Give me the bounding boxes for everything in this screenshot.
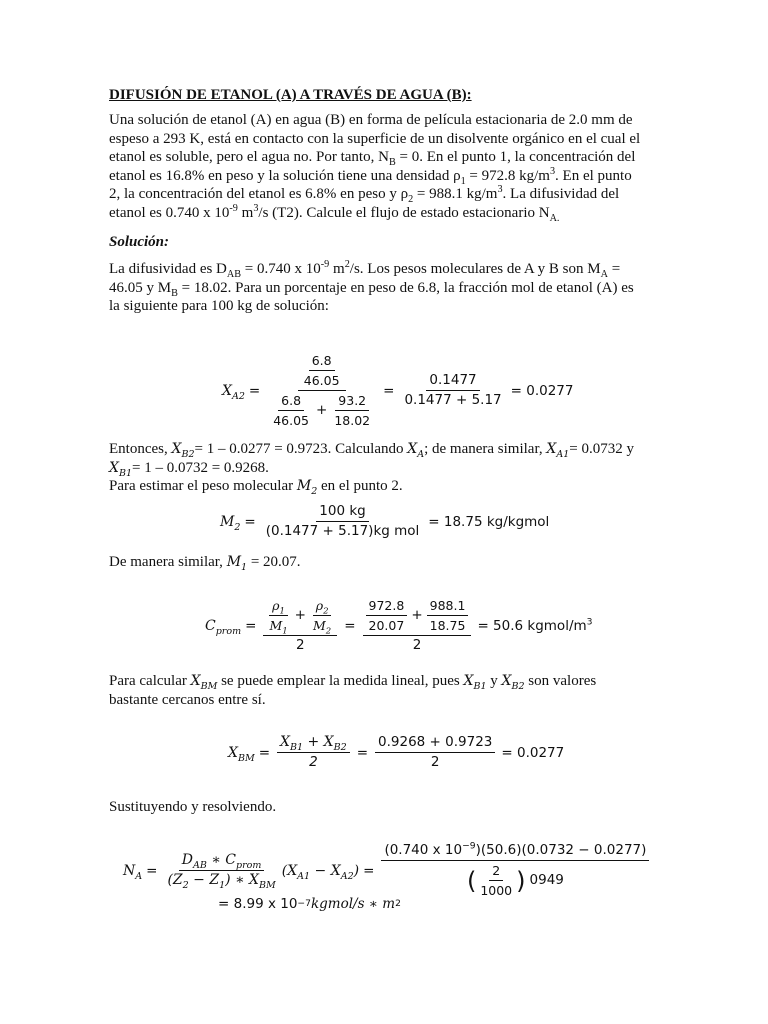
m2-result: = 18.75 kg/kgmol — [428, 513, 550, 530]
p3-line-3: Para estimar el peso molecular $M_2$ en el punto 2. — [109, 478, 403, 497]
m1-line: De manera similar, $M_1 = 20.07$. — [109, 554, 301, 573]
xbm-result: = 0.0277 — [501, 744, 565, 761]
xa2-fraction: $\frac{6.8}{46.05}$ $\frac{6.8}{46.05}$ + $\frac{93.2}{18.02}$ — [273, 353, 371, 428]
cprom-numeric-fraction: $\frac{972.8}{20.07}$ + $\frac{988.1}{18.75}$ 2 — [363, 597, 472, 654]
xbm-numeric-fraction: $\frac{0.9268 + 0.9723}{2}$ — [375, 734, 495, 771]
xbm-paragraph — [109, 672, 661, 709]
mole-fraction-paragraph — [109, 440, 661, 496]
xa2-symbol: $X_{A2}$ — [222, 382, 245, 402]
m2-fraction: $\frac{100 kg}{\text{(0.1477 + 5.17)kg mol}}$ — [265, 503, 420, 539]
xbm-symbolic-fraction: $\frac{X_{B1} + X_{B2}}{2}$ — [277, 734, 350, 771]
cprom-symbolic-fraction: $\frac{\rho_1}{M_1}$ + $\frac{\rho_2}{M_2}$ 2 — [263, 597, 337, 654]
p5-line-1: Para calcular $X_{BM}$ se puede emplear la medida lineal, pues $X_{B1}$ y $X_{B2}$ son valores — [109, 673, 597, 692]
p2-line-1: La difusividad es $D_{AB} = 0.740$ x $10^{-9}$ $m^2/s$. Los pesos moleculares de A y B son $M_A$ = — [109, 259, 621, 280]
intro-line-4: etanol es 16.8% en peso y la solución tiene una densidad $\rho_1 = 972.8$ $kg/m^3$. En el punto — [109, 165, 632, 187]
na-numeric-fraction: (0.740 x $10^{-9})(50.6)(0.0732 - 0.0277)$ ( $\frac{2}{1000}$ ) 0949 — [381, 842, 649, 899]
xa2-result: = 0.0277 — [510, 382, 574, 399]
intro-line-1: Una solución de etanol (A) en agua (B) en forma de película estacionaria de 2.0 mm de — [109, 112, 633, 128]
intro-line-5: 2, la concentración del etanol es 6.8% en peso y $\rho_2 = 988.1$ $kg/m^3$. La difusividad del — [109, 184, 620, 205]
p2-line-3: la siguiente para 100 kg de solución: — [109, 298, 329, 314]
document-title: DIFUSIÓN DE ETANOL (A) A TRAVÉS DE AGUA (B): — [109, 87, 472, 103]
diffusivity-paragraph — [109, 260, 661, 316]
equation-na: $N_A$ = $\frac{D_{AB} ∗ C_{prom}}{(Z_2 - Z_1) ∗ X_{BM}}$ $(X_{A1} - X_{A2})$ = (0.740 x $10^{-9})(50.6)(0.0732 - 0.0277)$ ( $\frac{2}{1000}$ ) 0949 — [123, 842, 652, 899]
p5-line-2: bastante cercanos entre sí. — [109, 691, 266, 708]
intro-line-6: etanol es 0.740 x $10^{-9}$ $m^3/s$ (T2). Calcule el flujo de estado estacionario $N_{A.}$ — [109, 202, 560, 224]
intro-line-2: espeso a 293 K, está en contacto con la superficie de un disolvente orgánico en el cual el — [109, 130, 641, 147]
na-symbolic-fraction: $\frac{D_{AB} ∗ C_{prom}}{(Z_2 - Z_1) ∗ X_{BM}}$ — [167, 852, 276, 891]
p3-line-2: $X_{B1}= 1 - 0.0732 = 0.9268$. — [109, 459, 269, 479]
substitution-line: Sustituyendo y resolviendo. — [109, 799, 277, 815]
cprom-result: = 50.6 kgmol/$m^3$ — [477, 616, 593, 634]
intro-line-3: etanol es soluble, pero el agua no. Por tanto, $N_B = 0$. En el punto 1, la concentración del — [109, 149, 636, 168]
p3-line-1: Entonces, $X_{B2}= 1 - 0.0277 = 0.9723$. Calculando $X_A$; de manera similar, $X_{A1}= 0.0732$ y — [109, 441, 634, 460]
equation-m2: $M_2$ = $\frac{100 kg}{\text{(0.1477 + 5.17)kg mol}}$ = 18.75 kg/kgmol — [220, 503, 550, 539]
equation-xa2: $X_{A2}$ = $\frac{6.8}{46.05}$ $\frac{6.8}{46.05}$ + $\frac{93.2}{18.02}$ = $\frac{0.1477}{0.1477 + 5.17}$ = 0.0277 — [222, 353, 574, 428]
p2-line-2: 46.05 y $M_B = 18.02$. Para un porcentaje en peso de 6.8, la fracción mol de etanol (A) es — [109, 279, 634, 299]
equation-cprom: $C_{prom}$ = $\frac{\rho_1}{M_1}$ + $\frac{\rho_2}{M_2}$ 2 = $\frac{972.8}{20.07}$ + $\frac{988.1}{18.75}$ 2 = 50.6 kgmol/$m^3$ — [205, 598, 593, 653]
na-result: = 8.99 x 10 −7 kgmol/s ∗ m 2 — [218, 896, 401, 912]
equation-xbm: $X_{BM}$ = $\frac{X_{B1} + X_{B2}}{2}$ = $\frac{0.9268 + 0.9723}{2}$ = 0.0277 — [228, 734, 565, 770]
problem-statement — [109, 111, 661, 222]
solution-heading: Solución: — [109, 234, 170, 250]
xa2-simplified-fraction: $\frac{0.1477}{0.1477 + 5.17}$ — [404, 372, 502, 408]
